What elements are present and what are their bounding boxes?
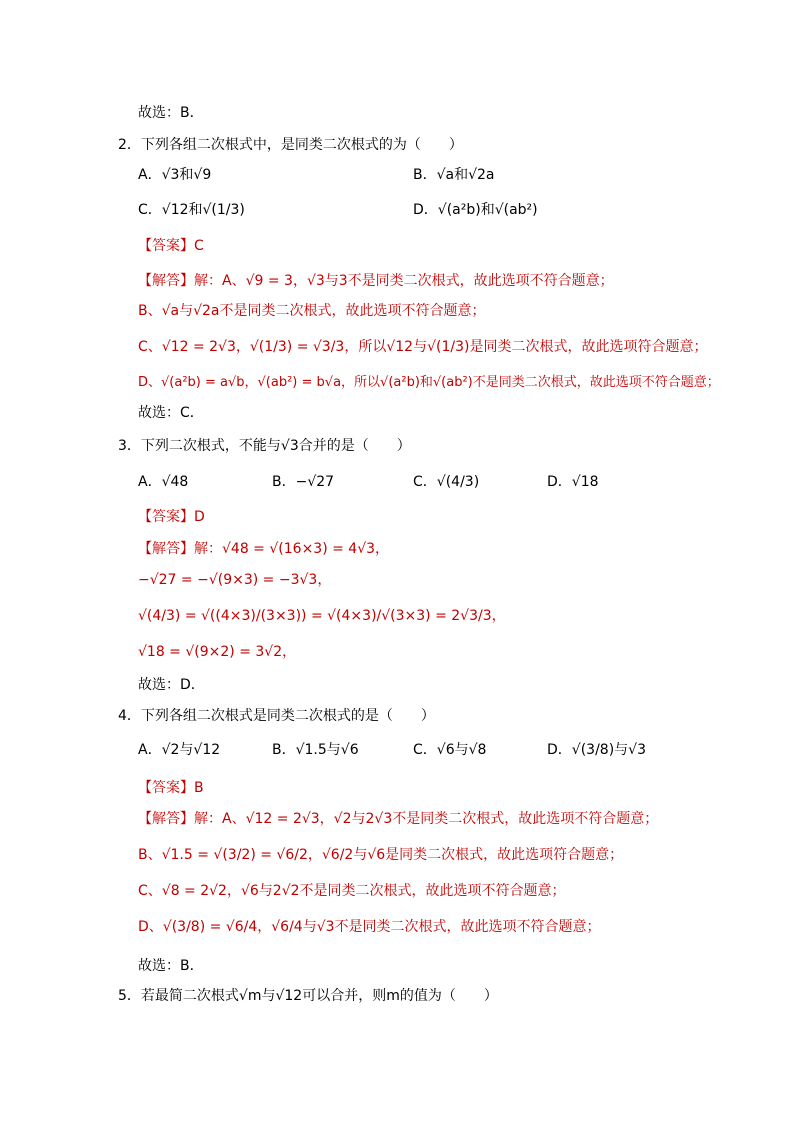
q2-analysis-line-2: B、√a与√2a不是同类二次根式，故此选项不符合题意； — [138, 303, 486, 319]
q4-analysis-line-3: C、√8 = 2√2，√6与2√2不是同类二次根式，故此选项不符合题意； — [138, 883, 566, 899]
q2-option-d: D．√(a²b)和√(ab²) — [413, 202, 538, 218]
q2-analysis-line-3: C、√12 = 2√3，√(1/3) = √3/3，所以√12与√(1/3)是同类二次根式，故此选项符合题意； — [138, 339, 708, 355]
q4-analysis-line-1: 【解答】解：A、√12 = 2√3，√2与2√3不是同类二次根式，故此选项不符合题意； — [138, 811, 659, 827]
q3-option-a: A．√48 — [138, 474, 189, 490]
q3-analysis-line-4: √18 = √(9×2) = 3√2， — [138, 644, 297, 660]
q2-analysis-line-4: D、√(a²b) = a√b，√(ab²) = b√a，所以√(a²b)和√(ab²)不是同类二次根式，故此选项不符合题意； — [138, 375, 720, 390]
q4-option-d: D．√(3/8)与√3 — [547, 742, 646, 758]
q3-option-b: B．−√27 — [272, 474, 335, 490]
q4-analysis-line-2: B、√1.5 = √(3/2) = √6/2，√6/2与√6是同类二次根式，故此选项符合题意； — [138, 847, 624, 863]
q3-analysis-line-1: 【解答】解：√48 = √(16×3) = 4√3， — [138, 541, 390, 557]
q3-option-d: D．√18 — [547, 474, 599, 490]
q2-conclusion: 故选：C． — [138, 405, 204, 421]
q4-option-b: B．√1.5与√6 — [272, 742, 359, 758]
q4-stem: 4．下列各组二次根式是同类二次根式的是（ ） — [118, 708, 435, 724]
q4-option-c: C．√6与√8 — [413, 742, 487, 758]
q4-answer: 【答案】B — [138, 780, 204, 796]
q4-option-a: A．√2与√12 — [138, 742, 221, 758]
q3-answer: 【答案】D — [138, 509, 205, 525]
q2-analysis-line-1: 【解答】解：A、√9 = 3，√3与3不是同类二次根式，故此选项不符合题意； — [138, 273, 614, 289]
q4-analysis-line-4: D、√(3/8) = √6/4，√6/4与√3不是同类二次根式，故此选项不符合题意； — [138, 919, 601, 935]
q3-analysis-line-3: √(4/3) = √((4×3)/(3×3)) = √(4×3)/√(3×3) = 2√3/3， — [138, 608, 506, 624]
q2-stem: 2．下列各组二次根式中，是同类二次根式的为（ ） — [118, 137, 463, 153]
q3-analysis-line-2: −√27 = −√(9×3) = −3√3， — [138, 572, 332, 588]
q3-stem: 3．下列二次根式，不能与√3合并的是（ ） — [118, 438, 411, 454]
q2-answer: 【答案】C — [138, 238, 204, 254]
q3-conclusion: 故选：D． — [138, 677, 205, 693]
q4-conclusion: 故选：B． — [138, 958, 204, 974]
q2-option-a: A．√3和√9 — [138, 167, 212, 183]
q5-stem: 5．若最简二次根式√m与√12可以合并，则m的值为（ ） — [118, 988, 498, 1004]
q1-conclusion: 故选：B． — [138, 105, 204, 121]
q2-option-c: C．√12和√(1/3) — [138, 202, 245, 218]
q3-option-c: C．√(4/3) — [413, 474, 480, 490]
q2-option-b: B．√a和√2a — [413, 167, 495, 183]
